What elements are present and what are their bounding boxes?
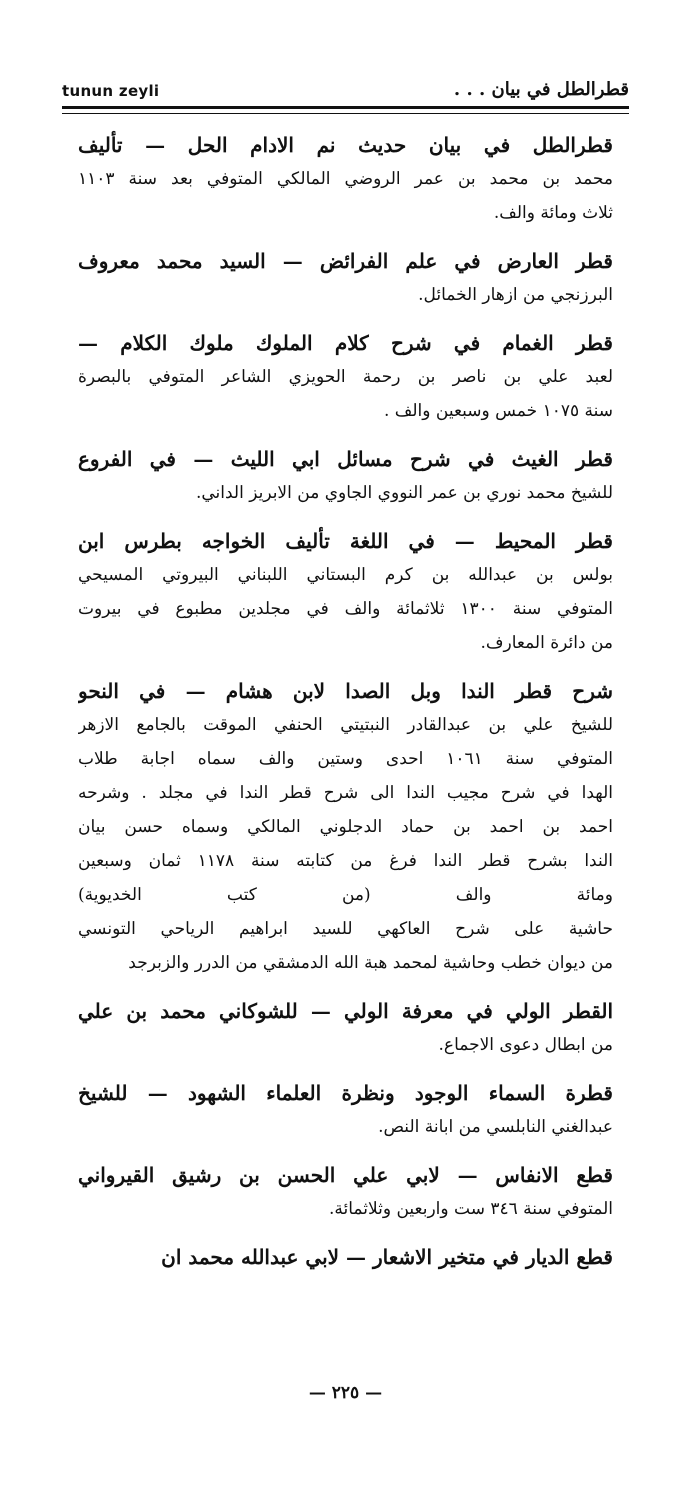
bibliography-entry bbox=[78, 674, 613, 980]
bibliography-entry bbox=[78, 244, 613, 312]
entry-text-line: احمد بن احمد بن حماد الدجلوني المالكي وسماه حسن بيان bbox=[78, 817, 613, 837]
bibliography-entry bbox=[78, 524, 613, 660]
bibliography-entry bbox=[78, 1240, 613, 1274]
entry-text-line: ثلاث ومائة والف. bbox=[493, 203, 613, 223]
entry-text-line: للشيخ محمد نوري بن عمر النووي الجاوي من الابريز الداني. bbox=[195, 483, 613, 503]
entry-text-line: من ابطال دعوى الاجماع. bbox=[438, 1035, 613, 1055]
entry-title-line: قطر العارض في علم الفرائض — السيد محمد معروف bbox=[78, 249, 613, 273]
entry-title-line: شرح قطر الندا وبل الصدا لابن هشام — في النحو bbox=[78, 679, 613, 703]
entry-title-line: قطر الغمام في شرح كلام الملوك ملوك الكلام — bbox=[78, 331, 613, 355]
entry-text-line: الهدا في شرح مجيب الندا الى شرح قطر الندا في مجلد . وشرحه bbox=[78, 783, 613, 803]
entry-text-line: لعبد علي بن ناصر بن رحمة الحويزي الشاعر المتوفي بالبصرة bbox=[78, 367, 613, 387]
entry-text-line: حاشية على شرح العاكهي للسيد ابراهيم الرياحي التونسي bbox=[78, 919, 613, 939]
bibliography-entry bbox=[78, 994, 613, 1062]
entry-text-line: الندا بشرح قطر الندا فرغ من كتابته سنة ١١٧٨ ثمان وسبعين bbox=[78, 851, 613, 871]
bibliography-entry bbox=[78, 128, 613, 230]
entry-title-line: قطرالطل في بيان حديث نم الادام الحل — تأليف bbox=[78, 133, 613, 157]
entry-text-line: سنة ١٠٧٥ خمس وسبعين والف . bbox=[383, 401, 613, 421]
header-rule bbox=[62, 106, 629, 114]
entry-title-line: قطر الغيث في شرح مسائل ابي الليث — في الفروع bbox=[78, 447, 613, 471]
entry-text-line: من ديوان خطب وحاشية لمحمد هبة الله الدمشقي من الدرر والزبرجد bbox=[128, 953, 613, 973]
entry-title-line: القطر الولي في معرفة الولي — للشوكاني محمد بن علي bbox=[78, 999, 613, 1023]
running-head-left: tunun zeyli bbox=[62, 82, 160, 100]
bibliography-entry bbox=[78, 326, 613, 428]
entry-text-line: محمد بن محمد بن عمر الروضي المالكي المتوفي بعد سنة ١١٠٣ bbox=[78, 169, 613, 189]
bibliography-entry bbox=[78, 1158, 613, 1226]
running-head-right: قطرالطل في بيان . . . bbox=[453, 79, 629, 100]
bibliography-entry bbox=[78, 442, 613, 510]
entry-text-line: للشيخ علي بن عبدالقادر النبتيتي الحنفي الموقت بالجامع الازهر bbox=[78, 715, 613, 735]
entry-text-line: البرزنجي من ازهار الخمائل. bbox=[418, 285, 613, 305]
entry-text-line: المتوفي سنة ١٠٦١ احدى وستين والف سماه اجابة طلاب bbox=[78, 749, 613, 769]
entry-text-line: بولس بن عبدالله بن كرم البستاني اللبناني البيروتي المسيحي bbox=[78, 565, 613, 585]
entry-title-line: قطع الديار في متخير الاشعار — لابي عبدالله محمد ان bbox=[161, 1245, 613, 1269]
running-head bbox=[62, 76, 629, 100]
entry-title-line: قطر المحيط — في اللغة تأليف الخواجه بطرس ابن bbox=[78, 529, 613, 553]
bibliography-entry bbox=[78, 1076, 613, 1144]
entry-text-line: عبدالغني النابلسي من ابانة النص. bbox=[378, 1117, 613, 1137]
entry-title-line: قطع الانفاس — لابي علي الحسن بن رشيق القيرواني bbox=[78, 1163, 613, 1187]
page-body bbox=[78, 128, 613, 1288]
entry-text-line: ومائة والف (من كتب الخديوية) bbox=[78, 885, 613, 905]
entry-text-line: من دائرة المعارف. bbox=[480, 633, 613, 653]
entry-text-line: المتوفي سنة ٣٤٦ ست واربعين وثلاثمائة. bbox=[328, 1199, 613, 1219]
page-number: — ٢٢٥ — bbox=[308, 1383, 383, 1403]
entry-text-line: المتوفي سنة ١٣٠٠ ثلاثمائة والف في مجلدين مطبوع في بيروت bbox=[78, 599, 613, 619]
entry-title-line: قطرة السماء الوجود ونظرة العلماء الشهود — للشيخ bbox=[78, 1081, 613, 1105]
